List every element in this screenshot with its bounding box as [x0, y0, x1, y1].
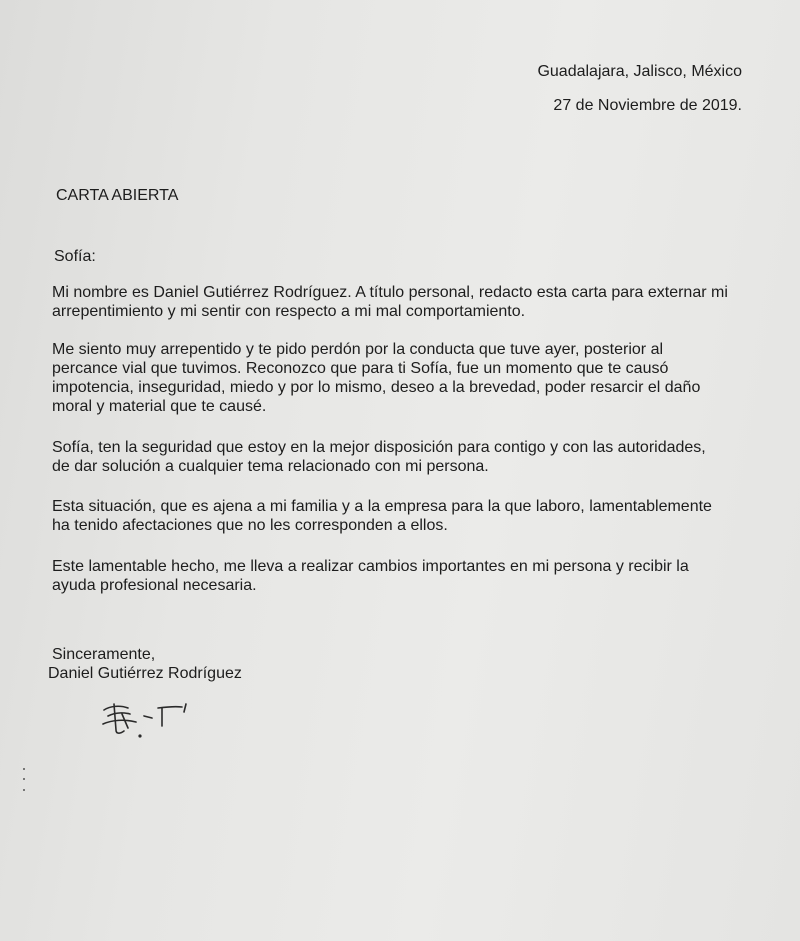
- paragraph-line: Esta situación, que es ajena a mi familia y a la empresa para la que laboro, lamentablemente: [52, 498, 712, 515]
- signer-name: Daniel Gutiérrez Rodríguez: [48, 665, 242, 682]
- paragraph-line: Me siento muy arrepentido y te pido perdón por la conducta que tuve ayer, posterior al: [52, 341, 664, 358]
- letter-date: 27 de Noviembre de 2019.: [553, 97, 742, 114]
- paragraph-line: de dar solución a cualquier tema relacionado con mi persona.: [52, 458, 489, 475]
- paragraph-line: ha tenido afectaciones que no les corresponden a ellos.: [52, 517, 448, 534]
- paragraph-line: Este lamentable hecho, me lleva a realizar cambios importantes en mi persona y recibir la: [52, 558, 689, 575]
- paragraph-4: [52, 497, 752, 535]
- letter-title: CARTA ABIERTA: [56, 187, 179, 204]
- letter-location: Guadalajara, Jalisco, México: [537, 63, 742, 80]
- handwritten-signature: [100, 700, 196, 742]
- paragraph-5: [52, 557, 752, 595]
- paragraph-1: [52, 283, 752, 321]
- paragraph-line: Sofía, ten la seguridad que estoy en la mejor disposición para contigo y con las autoridades,: [52, 439, 706, 456]
- paragraph-line: moral y material que te causé.: [52, 398, 267, 415]
- paragraph-2: [52, 340, 752, 416]
- paragraph-line: impotencia, inseguridad, miedo y por lo mismo, deseo a la brevedad, poder resarcir el daño: [52, 379, 701, 396]
- salutation: Sofía:: [54, 248, 96, 265]
- margin-marks: [22, 766, 26, 796]
- paragraph-line: percance vial que tuvimos. Reconozco que para ti Sofía, fue un momento que te causó: [52, 360, 669, 377]
- paragraph-line: Mi nombre es Daniel Gutiérrez Rodríguez. A título personal, redacto esta carta para externar mi: [52, 284, 728, 301]
- paragraph-line: ayuda profesional necesaria.: [52, 577, 257, 594]
- paragraph-3: [52, 438, 752, 476]
- paragraph-line: arrepentimiento y mi sentir con respecto a mi mal comportamiento.: [52, 303, 526, 320]
- closing: Sinceramente,: [52, 646, 156, 663]
